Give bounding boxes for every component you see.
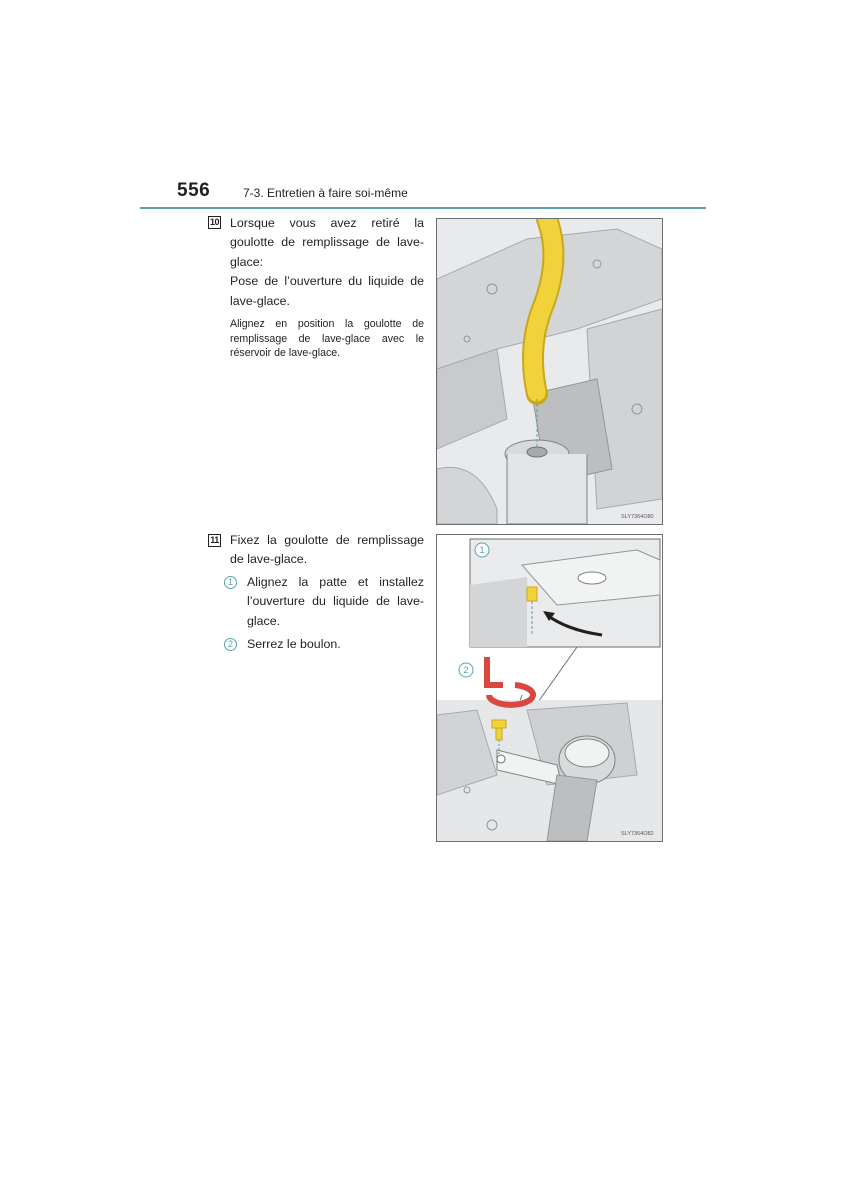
sub-item-text: Serrez le boulon.: [247, 637, 341, 651]
step-number-badge: 10: [209, 217, 219, 227]
sub-item: [224, 635, 420, 655]
figure-code: SLY7364O80: [621, 514, 654, 520]
step-10-note: Alignez en position la goulotte de remplissage de lave-glace avec le réservoir de lave-glace.: [230, 318, 424, 360]
sub-item-text: Alignez la patte et installez l’ouverture du liquide de lave-glace.: [247, 575, 424, 628]
callout-1: 1: [479, 545, 485, 555]
header-rule: [140, 207, 706, 209]
sub-item-number: 1: [224, 576, 237, 589]
sub-item: [224, 573, 424, 633]
figure-code: SLY7364O82: [621, 831, 654, 837]
callout-2: 2: [463, 665, 469, 675]
installation-illustration: [437, 535, 662, 841]
engine-bay-illustration: [437, 219, 662, 524]
step-number-badge: 11: [208, 534, 221, 547]
step-11-paragraph-1: Fixez la goulotte de remplissage de lave-glace.: [230, 533, 424, 567]
step-10-text: [230, 214, 424, 311]
sub-item-number: 2: [224, 638, 237, 651]
figure-filler-installation: [436, 534, 663, 842]
section-title: 7-3. Entretien à faire soi-même: [243, 186, 408, 200]
step-10-paragraph-2: Pose de l’ouverture du liquide de lave-glace.: [230, 274, 424, 308]
step-11-text: [230, 531, 424, 570]
figure-washer-filler-alignment: [436, 218, 663, 525]
step-10-paragraph-1: Lorsque vous avez retiré la goulotte de remplissage de lave-glace:: [230, 216, 424, 269]
page-number: 556: [177, 180, 211, 201]
